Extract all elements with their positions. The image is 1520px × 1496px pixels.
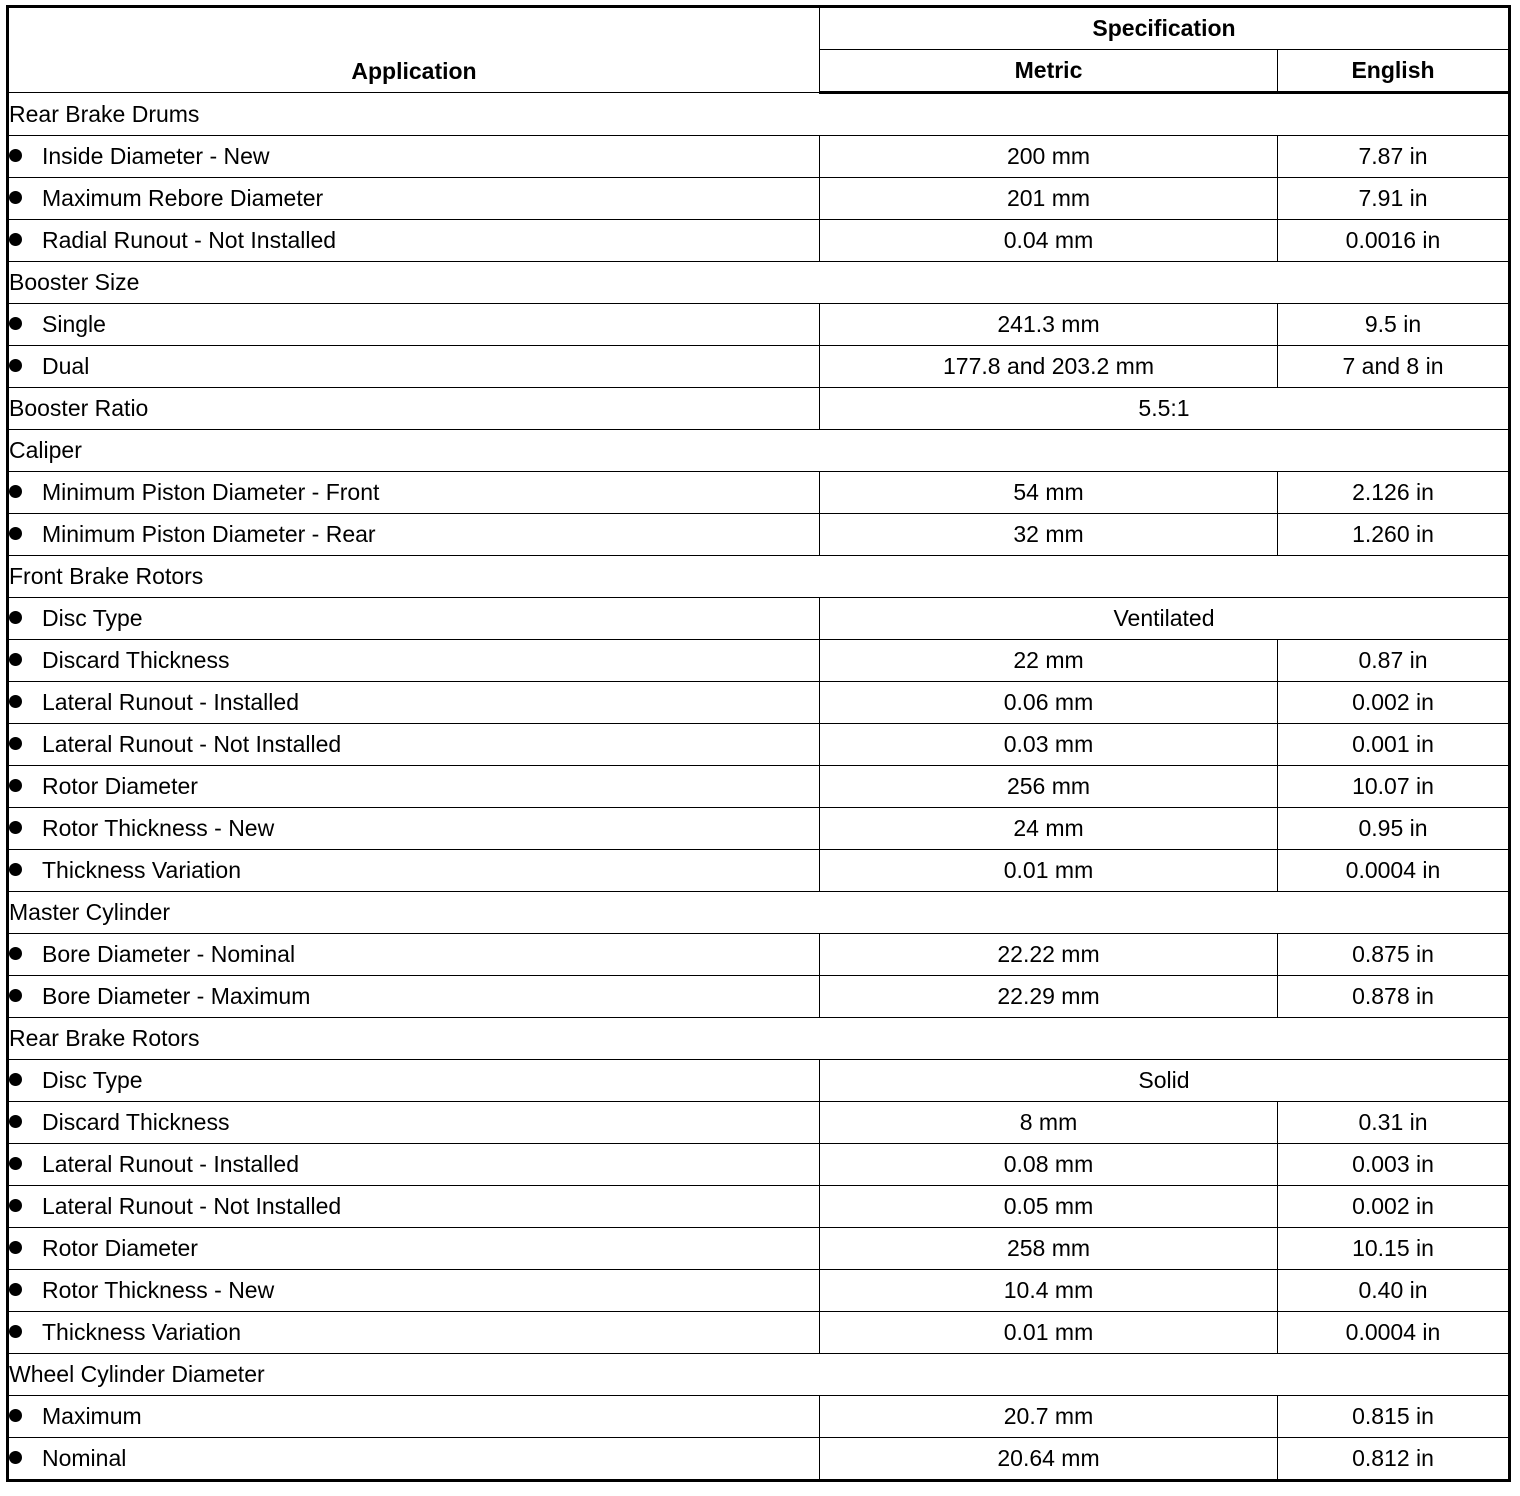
item-label-cell [8, 1102, 820, 1144]
table-row [8, 1270, 1510, 1312]
table-row [8, 1144, 1510, 1186]
item-label-cell [8, 1060, 820, 1102]
metric-value: 200 mm [820, 136, 1278, 178]
table-row [8, 850, 1510, 892]
metric-value: 0.06 mm [820, 682, 1278, 724]
bullet-icon [9, 485, 22, 498]
table-row [8, 472, 1510, 514]
english-value: 2.126 in [1278, 472, 1510, 514]
bullet-icon [9, 1241, 22, 1254]
english-value: 0.003 in [1278, 1144, 1510, 1186]
bullet-icon [9, 1157, 22, 1170]
bullet-icon [9, 779, 22, 792]
application-header: Application [8, 7, 820, 93]
specification-table [6, 5, 1511, 1482]
metric-value: 22.29 mm [820, 976, 1278, 1018]
item-label-cell [8, 598, 820, 640]
item-label: Rotor Thickness - New [42, 1277, 275, 1303]
bullet-icon [9, 1199, 22, 1212]
table-row [8, 220, 1510, 262]
section-label: Booster Ratio [8, 388, 820, 430]
english-value: 0.001 in [1278, 724, 1510, 766]
item-label: Disc Type [42, 1067, 143, 1093]
table-row [8, 1060, 1510, 1102]
metric-value: 0.04 mm [820, 220, 1278, 262]
english-value: 0.40 in [1278, 1270, 1510, 1312]
metric-value: 0.03 mm [820, 724, 1278, 766]
item-label-cell [8, 1270, 820, 1312]
item-label-cell [8, 346, 820, 388]
bullet-icon [9, 947, 22, 960]
table-body [8, 93, 1510, 1481]
item-label-cell [8, 1396, 820, 1438]
metric-value: 8 mm [820, 1102, 1278, 1144]
item-label: Nominal [42, 1445, 127, 1471]
table-row [8, 304, 1510, 346]
english-value: 7 and 8 in [1278, 346, 1510, 388]
table-row [8, 1396, 1510, 1438]
item-label: Inside Diameter - New [42, 143, 270, 169]
metric-value: 32 mm [820, 514, 1278, 556]
section-row [8, 1354, 1510, 1396]
table-row [8, 1312, 1510, 1354]
table-row [8, 136, 1510, 178]
item-label-cell [8, 1312, 820, 1354]
section-row [8, 430, 1510, 472]
bullet-icon [9, 863, 22, 876]
table-row [8, 808, 1510, 850]
bullet-icon [9, 233, 22, 246]
bullet-icon [9, 695, 22, 708]
english-value: 0.0016 in [1278, 220, 1510, 262]
item-label: Rotor Thickness - New [42, 815, 275, 841]
bullet-icon [9, 1451, 22, 1464]
item-label-cell [8, 724, 820, 766]
metric-value: 201 mm [820, 178, 1278, 220]
item-label-cell [8, 934, 820, 976]
bullet-icon [9, 653, 22, 666]
english-value: 0.002 in [1278, 1186, 1510, 1228]
item-label: Lateral Runout - Not Installed [42, 731, 342, 757]
table-row [8, 178, 1510, 220]
english-value: 10.07 in [1278, 766, 1510, 808]
table-row [8, 1228, 1510, 1270]
english-value: 0.0004 in [1278, 1312, 1510, 1354]
item-label: Single [42, 311, 106, 337]
english-value: 0.31 in [1278, 1102, 1510, 1144]
item-label: Rotor Diameter [42, 1235, 198, 1261]
table-header [8, 7, 1510, 93]
bullet-icon [9, 1115, 22, 1128]
section-row [8, 1018, 1510, 1060]
section-row [8, 262, 1510, 304]
item-label: Maximum Rebore Diameter [42, 185, 324, 211]
metric-value: 20.64 mm [820, 1438, 1278, 1481]
table-row [8, 766, 1510, 808]
bullet-icon [9, 1283, 22, 1296]
metric-value: 241.3 mm [820, 304, 1278, 346]
section-label: Wheel Cylinder Diameter [8, 1354, 1510, 1396]
item-label-cell [8, 178, 820, 220]
bullet-icon [9, 989, 22, 1002]
item-label-cell [8, 136, 820, 178]
metric-value: 10.4 mm [820, 1270, 1278, 1312]
item-label-cell [8, 220, 820, 262]
english-value: 0.878 in [1278, 976, 1510, 1018]
metric-value: 0.05 mm [820, 1186, 1278, 1228]
english-value: 0.87 in [1278, 640, 1510, 682]
item-label: Maximum [42, 1403, 142, 1429]
bullet-icon [9, 821, 22, 834]
english-header: English [1278, 50, 1510, 93]
metric-value: 0.01 mm [820, 1312, 1278, 1354]
table-row [8, 598, 1510, 640]
english-value: 0.815 in [1278, 1396, 1510, 1438]
item-label: Thickness Variation [42, 1319, 241, 1345]
table-row [8, 682, 1510, 724]
section-row [8, 93, 1510, 136]
item-label: Minimum Piston Diameter - Rear [42, 521, 376, 547]
section-row [8, 388, 1510, 430]
english-value: 10.15 in [1278, 1228, 1510, 1270]
item-label-cell [8, 976, 820, 1018]
metric-value: 24 mm [820, 808, 1278, 850]
bullet-icon [9, 611, 22, 624]
bullet-icon [9, 527, 22, 540]
item-label-cell [8, 1438, 820, 1481]
table-row [8, 976, 1510, 1018]
bullet-icon [9, 359, 22, 372]
item-label-cell [8, 1186, 820, 1228]
spec-value: 5.5:1 [820, 388, 1510, 430]
spec-value: Solid [820, 1060, 1510, 1102]
metric-value: 0.01 mm [820, 850, 1278, 892]
item-label-cell [8, 850, 820, 892]
table-row [8, 724, 1510, 766]
table-row [8, 514, 1510, 556]
item-label: Dual [42, 353, 90, 379]
item-label-cell [8, 514, 820, 556]
metric-value: 54 mm [820, 472, 1278, 514]
metric-value: 22.22 mm [820, 934, 1278, 976]
item-label: Thickness Variation [42, 857, 241, 883]
table-row [8, 1438, 1510, 1481]
metric-header: Metric [820, 50, 1278, 93]
bullet-icon [9, 1325, 22, 1338]
item-label: Lateral Runout - Not Installed [42, 1193, 342, 1219]
table-row [8, 934, 1510, 976]
item-label: Lateral Runout - Installed [42, 689, 299, 715]
specification-header: Specification [820, 7, 1510, 50]
item-label-cell [8, 640, 820, 682]
section-label: Master Cylinder [8, 892, 1510, 934]
section-label: Caliper [8, 430, 1510, 472]
section-row [8, 556, 1510, 598]
table-row [8, 346, 1510, 388]
item-label-cell [8, 1228, 820, 1270]
item-label-cell [8, 682, 820, 724]
item-label: Rotor Diameter [42, 773, 198, 799]
item-label: Discard Thickness [42, 647, 230, 673]
bullet-icon [9, 191, 22, 204]
english-value: 1.260 in [1278, 514, 1510, 556]
table-row [8, 640, 1510, 682]
metric-value: 0.08 mm [820, 1144, 1278, 1186]
item-label: Radial Runout - Not Installed [42, 227, 337, 253]
metric-value: 258 mm [820, 1228, 1278, 1270]
bullet-icon [9, 737, 22, 750]
table-row [8, 1102, 1510, 1144]
bullet-icon [9, 1409, 22, 1422]
english-value: 7.87 in [1278, 136, 1510, 178]
item-label: Disc Type [42, 605, 143, 631]
metric-value: 20.7 mm [820, 1396, 1278, 1438]
item-label-cell [8, 1144, 820, 1186]
metric-value: 256 mm [820, 766, 1278, 808]
item-label-cell [8, 472, 820, 514]
metric-value: 22 mm [820, 640, 1278, 682]
item-label: Lateral Runout - Installed [42, 1151, 299, 1177]
english-value: 0.002 in [1278, 682, 1510, 724]
english-value: 0.812 in [1278, 1438, 1510, 1481]
english-value: 0.0004 in [1278, 850, 1510, 892]
item-label-cell [8, 808, 820, 850]
english-value: 7.91 in [1278, 178, 1510, 220]
section-label: Booster Size [8, 262, 1510, 304]
item-label-cell [8, 304, 820, 346]
table-row [8, 1186, 1510, 1228]
item-label-cell [8, 766, 820, 808]
metric-value: 177.8 and 203.2 mm [820, 346, 1278, 388]
section-label: Rear Brake Drums [8, 93, 1510, 136]
bullet-icon [9, 1073, 22, 1086]
item-label: Discard Thickness [42, 1109, 230, 1135]
section-label: Front Brake Rotors [8, 556, 1510, 598]
bullet-icon [9, 317, 22, 330]
section-row [8, 892, 1510, 934]
english-value: 0.875 in [1278, 934, 1510, 976]
english-value: 0.95 in [1278, 808, 1510, 850]
english-value: 9.5 in [1278, 304, 1510, 346]
spec-value: Ventilated [820, 598, 1510, 640]
item-label: Bore Diameter - Maximum [42, 983, 311, 1009]
item-label: Bore Diameter - Nominal [42, 941, 296, 967]
bullet-icon [9, 149, 22, 162]
section-label: Rear Brake Rotors [8, 1018, 1510, 1060]
item-label: Minimum Piston Diameter - Front [42, 479, 380, 505]
